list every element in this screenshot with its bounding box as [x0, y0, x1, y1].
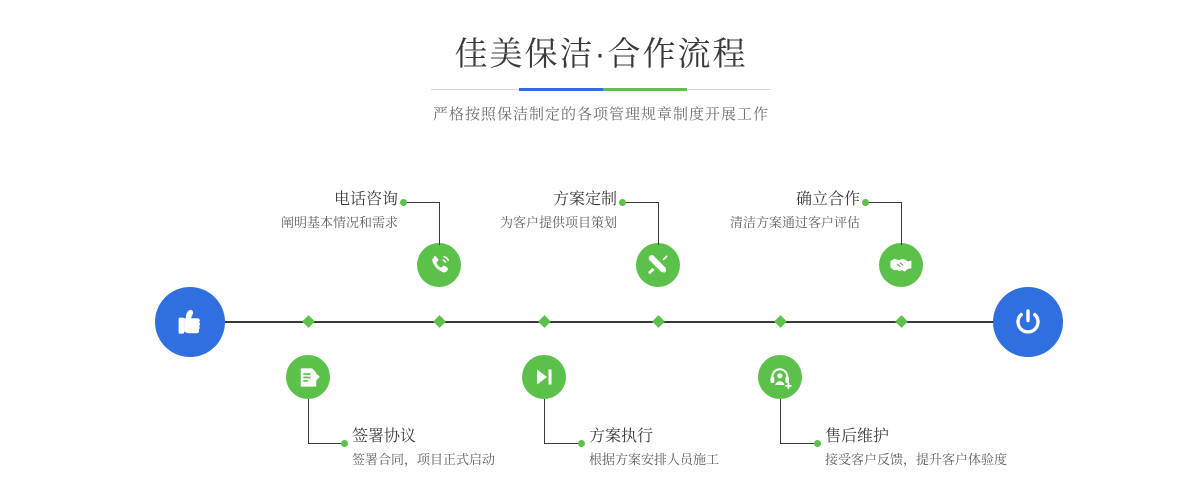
connector-dot	[400, 199, 407, 206]
document-edit-icon	[296, 365, 321, 390]
step-title: 确立合作	[795, 191, 860, 208]
start-node	[155, 287, 225, 357]
connector-dot	[814, 440, 821, 447]
power-icon	[1010, 304, 1046, 340]
connector-horizontal	[623, 202, 659, 203]
axis-dot	[433, 315, 446, 328]
step-desc: 接受客户反馈，提升客户体验度	[825, 452, 1008, 467]
step-title: 电话咨询	[333, 191, 398, 208]
connector-dot	[578, 440, 585, 447]
axis-dot	[652, 315, 665, 328]
step-label-plan-customization	[462, 189, 617, 233]
step-title: 签署协议	[352, 428, 417, 445]
step-label-phone-consult	[253, 189, 398, 233]
connector-dot	[619, 199, 626, 206]
play-forward-icon	[532, 365, 556, 389]
connector-vertical	[308, 399, 309, 443]
axis-dot	[538, 315, 551, 328]
step-desc: 根据方案安排人员施工	[589, 452, 720, 467]
step-icon-establish-cooperation	[879, 243, 923, 287]
step-icon-after-sales	[758, 355, 802, 399]
axis-dot	[302, 315, 315, 328]
connector-vertical	[439, 202, 440, 245]
step-icon-phone-consult	[417, 243, 461, 287]
connector-dot	[341, 440, 348, 447]
step-desc: 为客户提供项目策划	[499, 215, 617, 230]
axis-dot	[774, 315, 787, 328]
title-divider	[431, 88, 771, 91]
end-node	[993, 287, 1063, 357]
page-title: 佳美保洁·合作流程	[454, 35, 748, 72]
phone-call-icon	[426, 252, 452, 278]
connector-horizontal	[404, 202, 440, 203]
customer-service-icon	[768, 365, 793, 390]
step-label-plan-execution	[589, 426, 719, 470]
connector-dot	[862, 199, 869, 206]
connector-vertical	[544, 399, 545, 443]
thumbs-up-icon	[172, 304, 208, 340]
step-desc: 阐明基本情况和需求	[280, 215, 398, 230]
connector-horizontal	[866, 202, 902, 203]
tools-icon	[645, 252, 671, 278]
page-subtitle: 严格按照保洁制定的各项管理规章制度开展工作	[432, 106, 769, 123]
step-desc: 签署合同，项目正式启动	[352, 452, 496, 467]
step-label-sign-agreement	[352, 426, 495, 470]
header	[0, 32, 1202, 124]
connector-vertical	[658, 202, 659, 245]
connector-vertical	[780, 399, 781, 443]
handshake-icon	[888, 252, 914, 278]
connector-horizontal	[780, 443, 816, 444]
step-icon-plan-execution	[522, 355, 566, 399]
step-icon-plan-customization	[636, 243, 680, 287]
connector-horizontal	[544, 443, 580, 444]
step-title: 方案执行	[589, 428, 654, 445]
step-title: 售后维护	[825, 428, 890, 445]
connector-horizontal	[308, 443, 344, 444]
axis-dot	[895, 315, 908, 328]
step-icon-sign-agreement	[286, 355, 330, 399]
connector-vertical	[901, 202, 902, 245]
step-label-after-sales	[825, 426, 1007, 470]
divider-accent-blue	[519, 88, 603, 91]
step-label-establish-cooperation	[705, 189, 860, 233]
step-title: 方案定制	[552, 191, 617, 208]
step-desc: 清洁方案通过客户评估	[729, 215, 860, 230]
divider-accent-green	[603, 88, 687, 91]
